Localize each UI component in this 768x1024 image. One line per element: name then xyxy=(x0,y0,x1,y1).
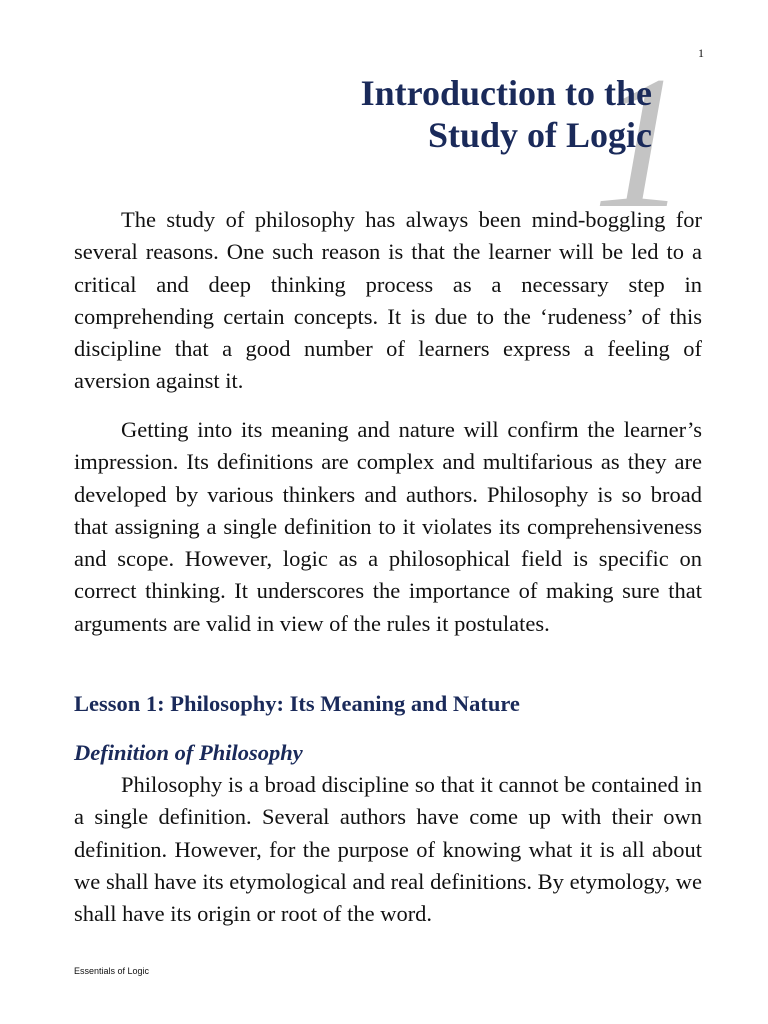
section-heading: Definition of Philosophy xyxy=(74,740,303,765)
footer-book-title: Essentials of Logic xyxy=(74,966,150,976)
definition-paragraph: Philosophy is a broad discipline so that it cannot be contained in a single definition. Several authors have come up with their own definition. However, for the purpose of knowing what it is all about we shall have its etymological and real definitions. By etymology, we shall have its origin or root of the word. xyxy=(74,772,702,927)
chapter-title-line-2: Study of Logic xyxy=(427,115,652,155)
lesson-heading: Lesson 1: Philosophy: Its Meaning and Nature xyxy=(74,691,520,716)
chapter-title-line-1: Introduction to the xyxy=(360,73,652,113)
intro-paragraph-2: Getting into its meaning and nature will confirm the learner’s impression. Its definitions are complex and multifarious as they are developed by various thinkers and authors. Philosophy is so broad that assigning a single definition to it violates its comprehensiveness and scope. However, logic as a philosophical field is specific on correct thinking. It underscores the importance of making sure that arguments are valid in view of the rules it postulates. xyxy=(74,417,702,636)
chapter-number: 1 xyxy=(593,38,688,248)
chapter-title xyxy=(250,72,652,156)
intro-paragraph-1: The study of philosophy has always been mind-boggling for several reasons. One such reason is that the learner will be led to a critical and deep thinking process as a necessary step in comprehending certain concepts. It is due to the ‘rudeness’ of this discipline that a good number of learners express a feeling of aversion against it. xyxy=(74,207,702,394)
page-number: 1 xyxy=(698,46,704,60)
